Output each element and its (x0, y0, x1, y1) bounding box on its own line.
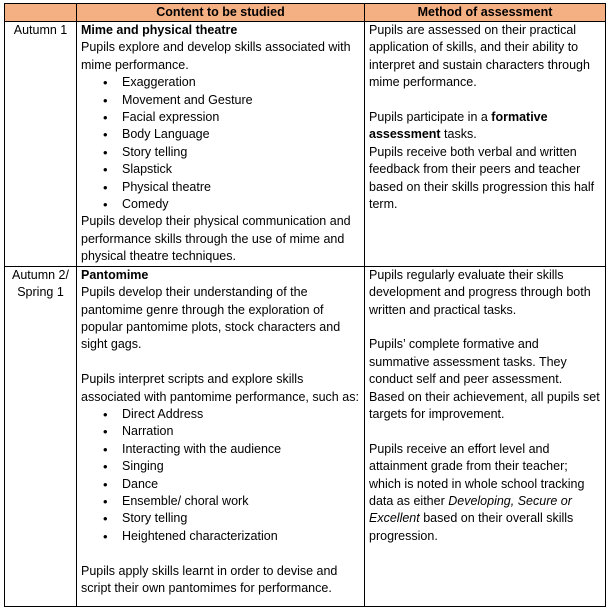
list-item: • Interacting with the audience (122, 441, 360, 458)
assessment-paragraph: Pupils’ complete formative and summative assessment tasks. They conduct self and peer assessment. Based on their achievement, all pupils set targets for improvement. (369, 337, 600, 421)
list-item: • Heightened characterization (122, 528, 360, 545)
curriculum-table (4, 3, 606, 607)
list-item: • Slapstick (122, 161, 360, 178)
list-item: • Facial expression (122, 109, 360, 126)
table-row (5, 266, 606, 606)
grade-levels-text: Developing, Secure or Excellent (369, 493, 572, 526)
content-outro: Pupils develop their physical communication and performance skills through the use of mime and physical theatre techniques. (81, 214, 351, 264)
list-item: • Ensemble/ choral work (122, 493, 360, 510)
assessment-paragraph: Pupils are assessed on their practical application of skills, and their ability to interpret and sustain characters through mime performance. (369, 23, 590, 90)
content-cell (77, 266, 365, 606)
assessment-paragraph: Pupils receive both verbal and written feedback from their peers and teacher based on their skills progression this half term. (369, 144, 595, 212)
assessment-paragraph: Pupils regularly evaluate their skills development and progress through both written and practical tasks. (369, 267, 591, 317)
formative-assessment-text: formative assessment (369, 110, 548, 142)
list-item: • Physical theatre (122, 179, 360, 196)
content-intro: Pupils interpret scripts and explore skills associated with pantomime performance, such as: (81, 372, 359, 404)
list-item: • Narration (122, 423, 360, 440)
content-outro: Pupils apply skills learnt in order to devise and script their own pantomimes for performance. (81, 563, 338, 595)
list-item: • Direct Address (122, 406, 360, 423)
content-intro: Pupils explore and develop skills associated with mime performance. (81, 40, 351, 72)
header-row (5, 4, 606, 22)
curriculum-document (4, 3, 605, 603)
content-intro: Pupils develop their understanding of the pantomime genre through the exploration of popular pantomime plots, stock characters and sight gags. (81, 285, 341, 352)
topic-title: Mime and physical theatre (81, 23, 238, 37)
table-row (5, 22, 606, 267)
assessment-cell (365, 266, 606, 606)
skills-list (81, 74, 360, 213)
assessment-paragraph: Pupils participate in a formative assessment tasks. (369, 110, 548, 142)
skills-list (81, 406, 360, 545)
term-cell: Autumn 1 (5, 22, 77, 267)
list-item: • Body Language (122, 126, 360, 143)
list-item: • Movement and Gesture (122, 92, 360, 109)
list-item: • Story telling (122, 144, 360, 161)
header-content: Content to be studied (77, 4, 365, 22)
list-item: • Story telling (122, 510, 360, 527)
assessment-paragraph: Pupils receive an effort level and attainment grade from their teacher; which is noted in whole school tracking data as either Developing, Secure or Excellent based on their overall skills progression. (369, 441, 585, 543)
assessment-cell (365, 22, 606, 267)
topic-title: Pantomime (81, 267, 149, 282)
header-term (5, 4, 77, 22)
list-item: • Exaggeration (122, 74, 360, 91)
header-assessment: Method of assessment (365, 4, 606, 22)
list-item: • Singing (122, 458, 360, 475)
content-cell (77, 22, 365, 267)
list-item: • Comedy (122, 196, 360, 213)
list-item: • Dance (122, 476, 360, 493)
term-cell: Autumn 2/ Spring 1 (5, 266, 77, 606)
